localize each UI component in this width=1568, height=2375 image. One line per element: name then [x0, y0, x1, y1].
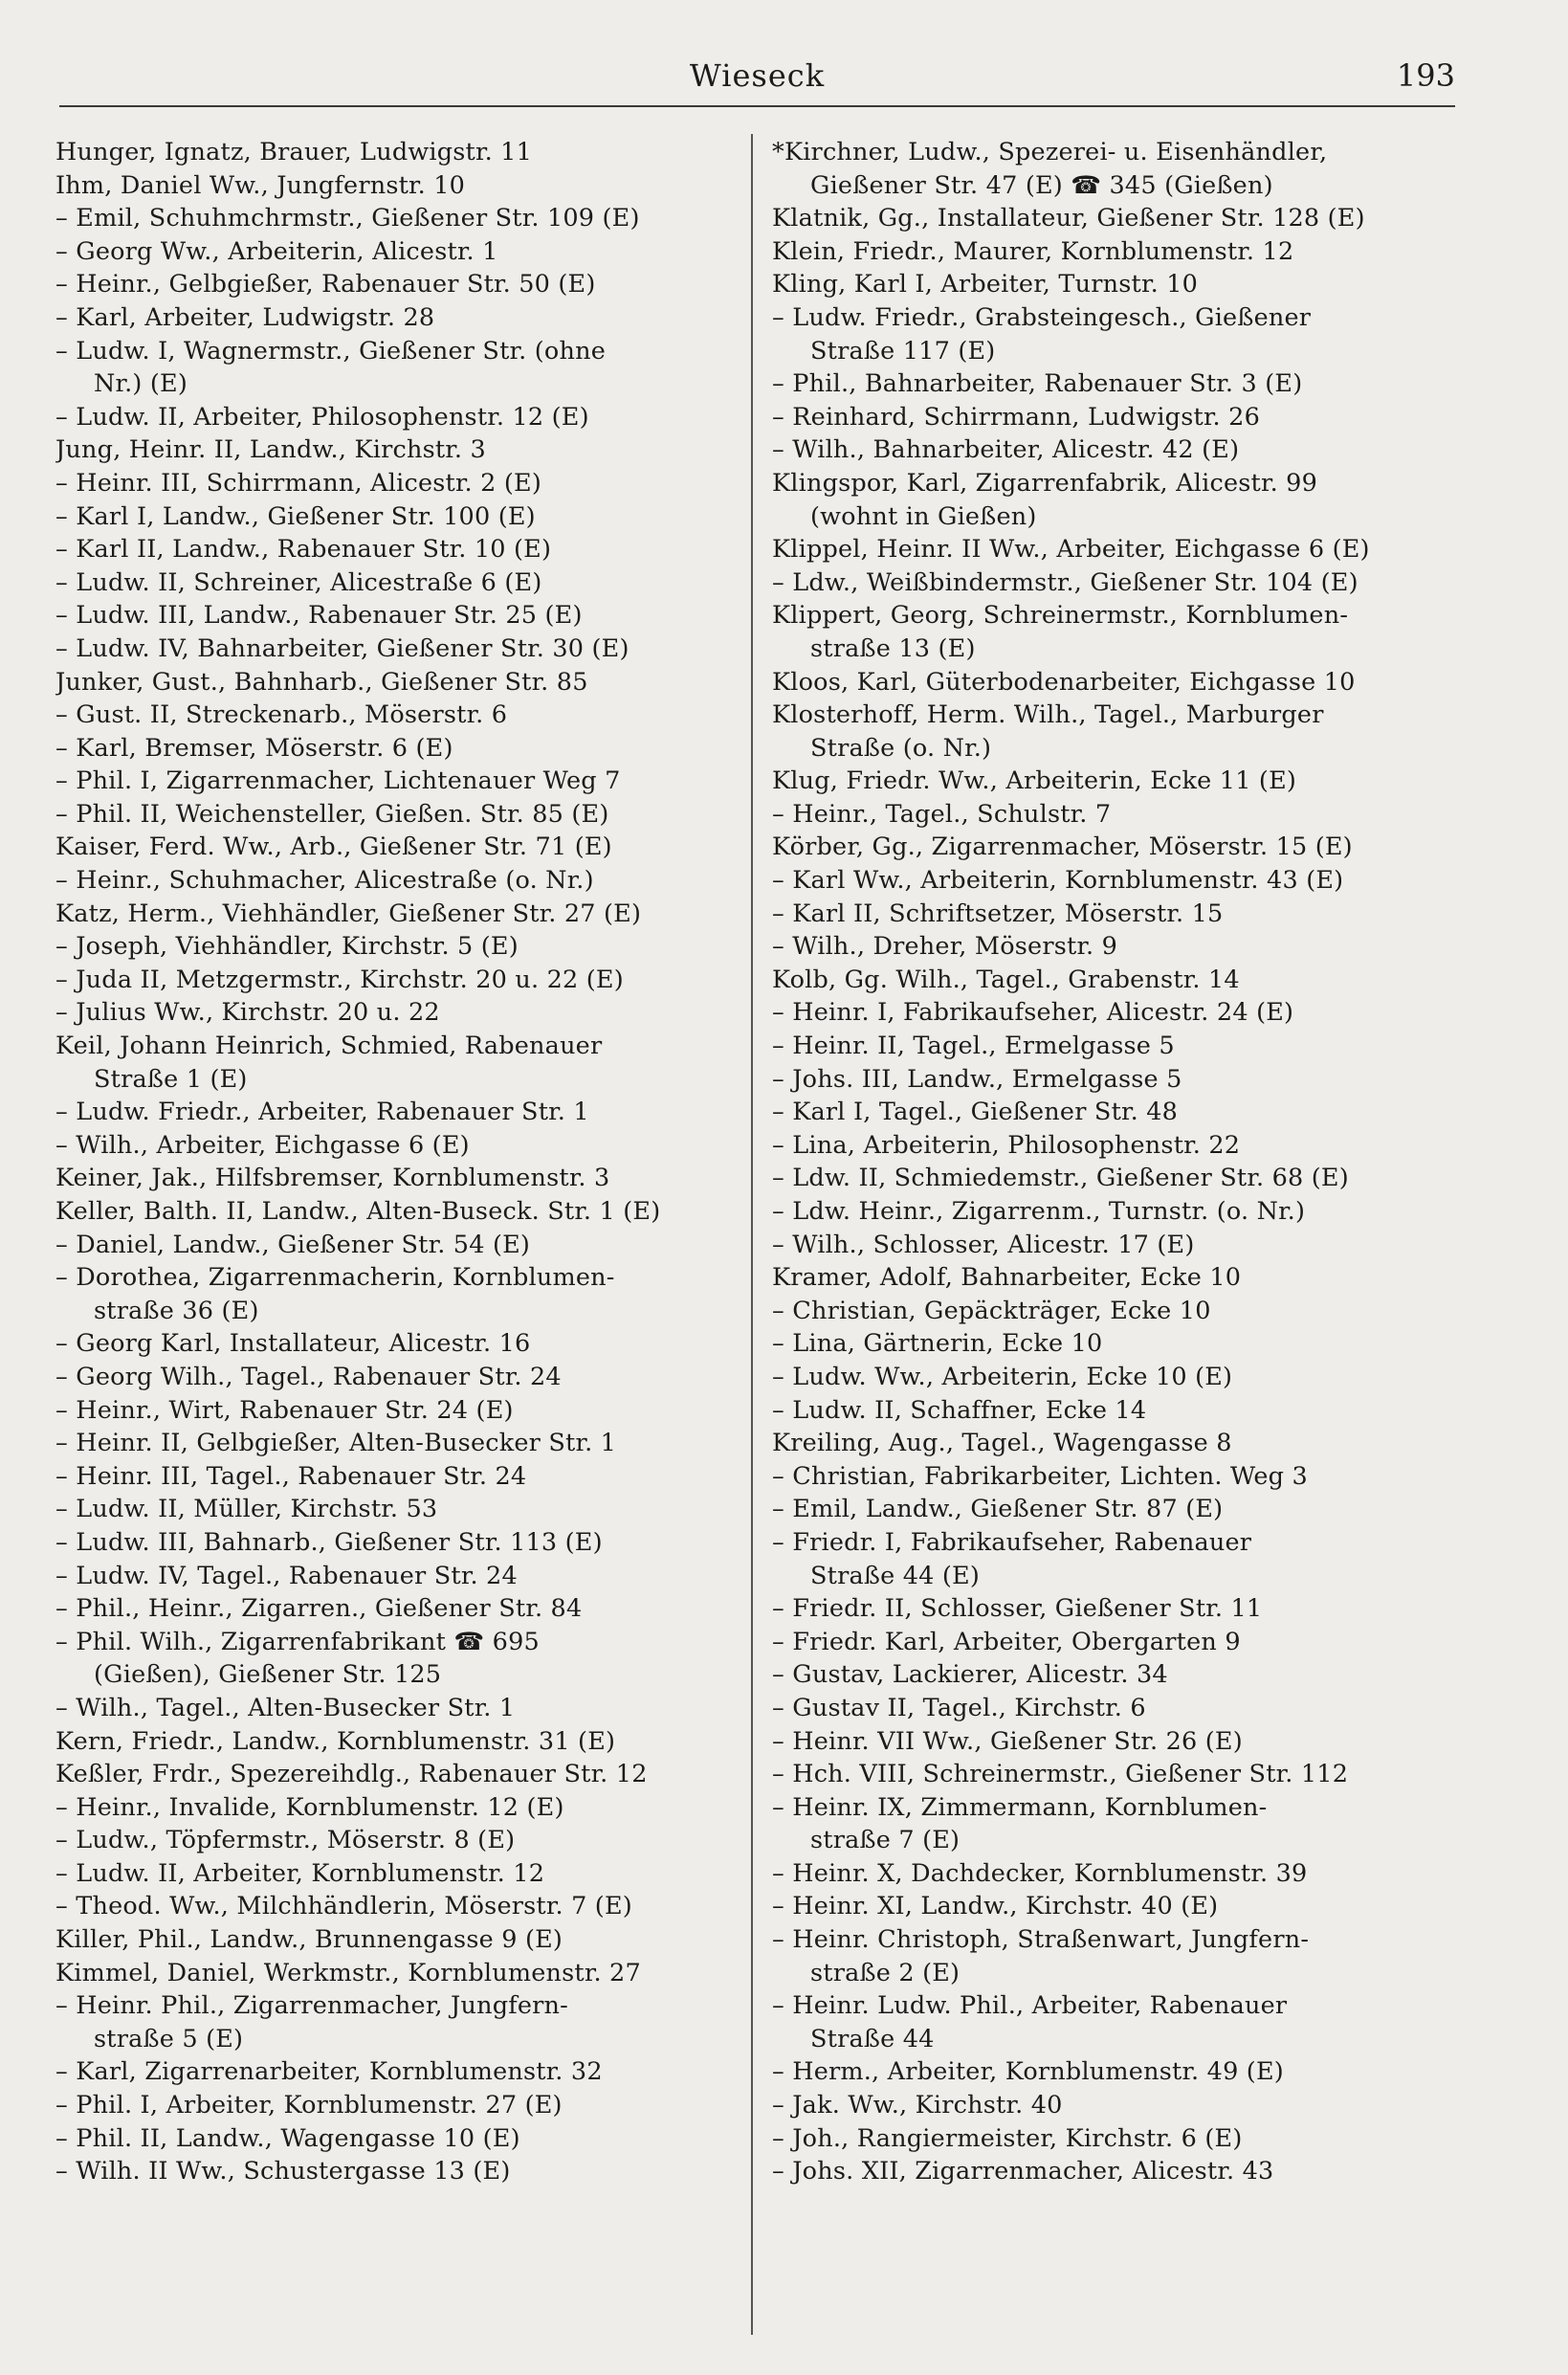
directory-entry: Körber, Gg., Zigarrenmacher, Möserstr. 15 (E): [772, 832, 1353, 862]
directory-entry: – Ludw. Friedr., Grabsteingesch., Gießener: [772, 302, 1312, 332]
directory-entry: – Julius Ww., Kirchstr. 20 u. 22: [55, 998, 440, 1028]
entry-continuation: Straße 117 (E): [810, 336, 996, 366]
directory-entry: Klingspor, Karl, Zigarrenfabrik, Alicestr. 99: [772, 468, 1318, 498]
directory-entry: – Heinr. X, Dachdecker, Kornblumenstr. 39: [772, 1858, 1308, 1888]
directory-entry: Klippel, Heinr. II Ww., Arbeiter, Eichgasse 6 (E): [772, 535, 1370, 565]
entry-continuation: Nr.) (E): [94, 369, 188, 399]
directory-entry: – Herm., Arbeiter, Kornblumenstr. 49 (E): [772, 2057, 1284, 2087]
directory-entry: – Ludw. II, Arbeiter, Philosophenstr. 12 (E): [55, 402, 589, 432]
directory-entry: – Ludw., Töpfermstr., Möserstr. 8 (E): [55, 1826, 516, 1855]
directory-entry: Keller, Balth. II, Landw., Alten-Buseck. Str. 1 (E): [55, 1197, 661, 1226]
directory-entry: – Lina, Gärtnerin, Ecke 10: [772, 1329, 1103, 1359]
directory-entry: – Johs. XII, Zigarrenmacher, Alicestr. 43: [772, 2157, 1274, 2186]
entry-continuation: straße 13 (E): [810, 633, 976, 663]
entry-continuation: Straße 44: [810, 2024, 935, 2053]
directory-entry: Hunger, Ignatz, Brauer, Ludwigstr. 11: [55, 138, 533, 166]
directory-entry: – Karl Ww., Arbeiterin, Kornblumenstr. 43 (E): [772, 866, 1344, 896]
directory-entry: – Johs. III, Landw., Ermelgasse 5: [772, 1064, 1182, 1094]
directory-entry: Klatnik, Gg., Installateur, Gießener Str. 128 (E): [772, 204, 1365, 233]
directory-entry: – Karl, Bremser, Möserstr. 6 (E): [55, 733, 453, 763]
directory-entry: – Heinr. VII Ww., Gießener Str. 26 (E): [772, 1726, 1243, 1756]
directory-entry: Kolb, Gg. Wilh., Tagel., Grabenstr. 14: [772, 965, 1240, 994]
directory-entry: – Dorothea, Zigarrenmacherin, Kornblumen-: [55, 1263, 615, 1293]
directory-entry: – Heinr., Schuhmacher, Alicestraße (o. Nr.): [55, 866, 594, 896]
directory-entry: – Hch. VIII, Schreinermstr., Gießener Str. 112: [772, 1760, 1349, 1789]
directory-entry: – Ludw. II, Arbeiter, Kornblumenstr. 12: [55, 1858, 545, 1888]
entry-continuation: Straße 44 (E): [810, 1561, 981, 1590]
directory-entry: – Ldw. Heinr., Zigarrenm., Turnstr. (o. Nr.): [772, 1197, 1306, 1226]
directory-entry: – Georg Ww., Arbeiterin, Alicestr. 1: [55, 236, 498, 266]
entry-continuation: Straße 1 (E): [94, 1064, 248, 1094]
page-number: 193: [1396, 57, 1455, 94]
directory-entry: Klosterhoff, Herm. Wilh., Tagel., Marburger: [772, 700, 1324, 730]
directory-entry: – Reinhard, Schirrmann, Ludwigstr. 26: [772, 402, 1260, 432]
directory-entry: – Karl, Arbeiter, Ludwigstr. 28: [55, 302, 435, 332]
directory-entry: – Heinr. IX, Zimmermann, Kornblumen-: [772, 1792, 1268, 1822]
directory-entry: Kaiser, Ferd. Ww., Arb., Gießener Str. 71 (E): [55, 832, 612, 862]
directory-entry: – Karl II, Schriftsetzer, Möserstr. 15: [772, 899, 1224, 928]
directory-entry: – Gustav, Lackierer, Alicestr. 34: [772, 1660, 1168, 1690]
directory-entry: – Wilh., Tagel., Alten-Busecker Str. 1: [55, 1693, 516, 1722]
directory-entry: – Heinr. I, Fabrikaufseher, Alicestr. 24 (E): [772, 998, 1294, 1028]
directory-entry: – Karl I, Tagel., Gießener Str. 48: [772, 1098, 1179, 1127]
directory-entry: – Karl, Zigarrenarbeiter, Kornblumenstr. 32: [55, 2057, 603, 2087]
page-title: Wieseck: [689, 57, 826, 94]
directory-entry: – Ludw. II, Schaffner, Ecke 14: [772, 1395, 1147, 1425]
directory-entry: – Heinr., Tagel., Schulstr. 7: [772, 799, 1112, 829]
entry-continuation: (wohnt in Gießen): [810, 501, 1037, 531]
directory-entry: – Phil., Bahnarbeiter, Rabenauer Str. 3 (E): [772, 369, 1303, 399]
directory-entry: – Karl II, Landw., Rabenauer Str. 10 (E): [55, 535, 552, 565]
right-column: [772, 136, 1447, 2188]
directory-entry: – Phil. Wilh., Zigarrenfabrikant ☎ 695: [55, 1627, 540, 1656]
directory-entry: Kramer, Adolf, Bahnarbeiter, Ecke 10: [772, 1263, 1242, 1293]
entry-continuation: straße 5 (E): [94, 2024, 244, 2053]
directory-entry: Klein, Friedr., Maurer, Kornblumenstr. 12: [772, 236, 1294, 266]
directory-entry: – Wilh., Dreher, Möserstr. 9: [772, 932, 1118, 962]
directory-entry: – Heinr., Wirt, Rabenauer Str. 24 (E): [55, 1395, 514, 1425]
directory-entry: – Theod. Ww., Milchhändlerin, Möserstr. 7 (E): [55, 1892, 632, 1921]
entry-continuation: straße 36 (E): [94, 1296, 259, 1325]
directory-entry: – Phil., Heinr., Zigarren., Gießener Str. 84: [55, 1594, 583, 1624]
directory-entry: – Jak. Ww., Kirchstr. 40: [772, 2091, 1063, 2120]
directory-entry: Klug, Friedr. Ww., Arbeiterin, Ecke 11 (E): [772, 766, 1297, 796]
left-column: [55, 136, 730, 2188]
directory-entry: – Friedr. Karl, Arbeiter, Obergarten 9: [772, 1627, 1241, 1656]
directory-entry: – Gust. II, Streckenarb., Möserstr. 6: [55, 700, 508, 730]
directory-entry: – Ludw. IV, Bahnarbeiter, Gießener Str. 30 (E): [55, 633, 629, 663]
directory-entry: – Wilh., Schlosser, Alicestr. 17 (E): [772, 1230, 1195, 1259]
directory-entry: – Georg Wilh., Tagel., Rabenauer Str. 24: [55, 1362, 562, 1391]
directory-entry: Keßler, Frdr., Spezereihdlg., Rabenauer Str. 12: [55, 1760, 648, 1789]
directory-entry: Kling, Karl I, Arbeiter, Turnstr. 10: [772, 270, 1199, 300]
directory-entry: – Lina, Arbeiterin, Philosophenstr. 22: [772, 1130, 1241, 1160]
directory-entry: – Georg Karl, Installateur, Alicestr. 16: [55, 1329, 531, 1359]
directory-entry: – Friedr. I, Fabrikaufseher, Rabenauer: [772, 1527, 1252, 1557]
directory-entry: Ihm, Daniel Ww., Jungfernstr. 10: [55, 170, 466, 200]
entry-continuation: straße 2 (E): [810, 1958, 961, 1987]
page-header: [59, 57, 1455, 107]
directory-entry: – Heinr. Phil., Zigarrenmacher, Jungfern-: [55, 1991, 568, 2021]
directory-entry: – Ludw. IV, Tagel., Rabenauer Str. 24: [55, 1561, 518, 1590]
directory-entry: – Ldw. II, Schmiedemstr., Gießener Str. 68 (E): [772, 1164, 1349, 1193]
directory-entry: – Heinr., Invalide, Kornblumenstr. 12 (E): [55, 1792, 564, 1822]
directory-entry: – Phil. II, Weichensteller, Gießen. Str. 85 (E): [55, 799, 609, 829]
directory-entry: – Christian, Fabrikarbeiter, Lichten. Weg 3: [772, 1461, 1308, 1491]
entry-continuation: straße 7 (E): [810, 1826, 961, 1855]
entry-continuation: Gießener Str. 47 (E) ☎ 345 (Gießen): [810, 170, 1273, 200]
directory-entry: – Ludw. Ww., Arbeiterin, Ecke 10 (E): [772, 1362, 1233, 1391]
directory-entry: – Joh., Rangiermeister, Kirchstr. 6 (E): [772, 2123, 1243, 2153]
directory-entry: Kreiling, Aug., Tagel., Wagengasse 8: [772, 1429, 1232, 1458]
directory-entry: – Heinr., Gelbgießer, Rabenauer Str. 50 (E): [55, 270, 596, 300]
directory-entry: – Heinr. III, Schirrmann, Alicestr. 2 (E): [55, 468, 542, 498]
directory-entry: – Daniel, Landw., Gießener Str. 54 (E): [55, 1230, 531, 1259]
directory-entry: – Ludw. III, Bahnarb., Gießener Str. 113 (E): [55, 1527, 603, 1557]
directory-entry: Klippert, Georg, Schreinermstr., Kornblumen-: [772, 601, 1349, 631]
directory-entry: – Heinr. XI, Landw., Kirchstr. 40 (E): [772, 1892, 1219, 1921]
directory-entry: Kloos, Karl, Güterbodenarbeiter, Eichgasse 10: [772, 667, 1356, 697]
entry-continuation: Straße (o. Nr.): [810, 733, 992, 763]
directory-entry: Jung, Heinr. II, Landw., Kirchstr. 3: [55, 435, 486, 465]
directory-entry: – Ludw. II, Schreiner, Alicestraße 6 (E): [55, 567, 542, 597]
directory-entry: – Juda II, Metzgermstr., Kirchstr. 20 u. 22 (E): [55, 965, 624, 994]
directory-entry: Katz, Herm., Viehhändler, Gießener Str. 27 (E): [55, 899, 642, 928]
directory-entry: – Ldw., Weißbindermstr., Gießener Str. 104 (E): [772, 567, 1358, 597]
directory-entry: – Phil. I, Zigarrenmacher, Lichtenauer Weg 7: [55, 766, 621, 796]
directory-entry: – Gustav II, Tagel., Kirchstr. 6: [772, 1693, 1146, 1722]
entry-continuation: (Gießen), Gießener Str. 125: [94, 1660, 442, 1690]
directory-entry: – Emil, Landw., Gießener Str. 87 (E): [772, 1495, 1224, 1524]
directory-entry: – Wilh. II Ww., Schustergasse 13 (E): [55, 2157, 511, 2186]
directory-entry: – Phil. I, Arbeiter, Kornblumenstr. 27 (E): [55, 2091, 563, 2120]
directory-entry: – Heinr. Ludw. Phil., Arbeiter, Rabenauer: [772, 1991, 1288, 2021]
directory-entry: – Heinr. III, Tagel., Rabenauer Str. 24: [55, 1461, 527, 1491]
directory-entry: – Ludw. Friedr., Arbeiter, Rabenauer Str. 1: [55, 1098, 589, 1127]
directory-entry: Keil, Johann Heinrich, Schmied, Rabenauer: [55, 1032, 603, 1061]
directory-entry: Junker, Gust., Bahnharb., Gießener Str. 85: [55, 667, 588, 697]
column-divider: [751, 134, 753, 2335]
directory-entry: – Heinr. II, Gelbgießer, Alten-Busecker Str. 1: [55, 1429, 617, 1458]
directory-entry: – Emil, Schuhmchrmstr., Gießener Str. 109 (E): [55, 204, 640, 233]
directory-entry: – Ludw. I, Wagnermstr., Gießener Str. (ohne: [55, 336, 606, 366]
directory-entry: – Wilh., Bahnarbeiter, Alicestr. 42 (E): [772, 435, 1240, 465]
directory-entry: – Christian, Gepäckträger, Ecke 10: [772, 1296, 1211, 1325]
directory-entry: – Ludw. III, Landw., Rabenauer Str. 25 (E): [55, 601, 583, 631]
directory-entry: – Phil. II, Landw., Wagengasse 10 (E): [55, 2123, 520, 2153]
directory-entry: *Kirchner, Ludw., Spezerei- u. Eisenhändler,: [772, 138, 1328, 166]
directory-entry: – Joseph, Viehhändler, Kirchstr. 5 (E): [55, 932, 519, 962]
directory-entry: – Karl I, Landw., Gießener Str. 100 (E): [55, 501, 536, 531]
directory-entry: – Heinr. Christoph, Straßenwart, Jungfern-: [772, 1925, 1310, 1955]
directory-entry: Kimmel, Daniel, Werkmstr., Kornblumenstr. 27: [55, 1958, 641, 1987]
directory-entry: – Heinr. II, Tagel., Ermelgasse 5: [772, 1032, 1175, 1061]
directory-entry: – Wilh., Arbeiter, Eichgasse 6 (E): [55, 1130, 470, 1160]
directory-entry: Keiner, Jak., Hilfsbremser, Kornblumenstr. 3: [55, 1164, 610, 1193]
directory-entry: – Friedr. II, Schlosser, Gießener Str. 11: [772, 1594, 1263, 1624]
directory-entry: Killer, Phil., Landw., Brunnengasse 9 (E): [55, 1925, 563, 1955]
directory-entry: Kern, Friedr., Landw., Kornblumenstr. 31 (E): [55, 1726, 616, 1756]
directory-entry: – Ludw. II, Müller, Kirchstr. 53: [55, 1495, 438, 1524]
